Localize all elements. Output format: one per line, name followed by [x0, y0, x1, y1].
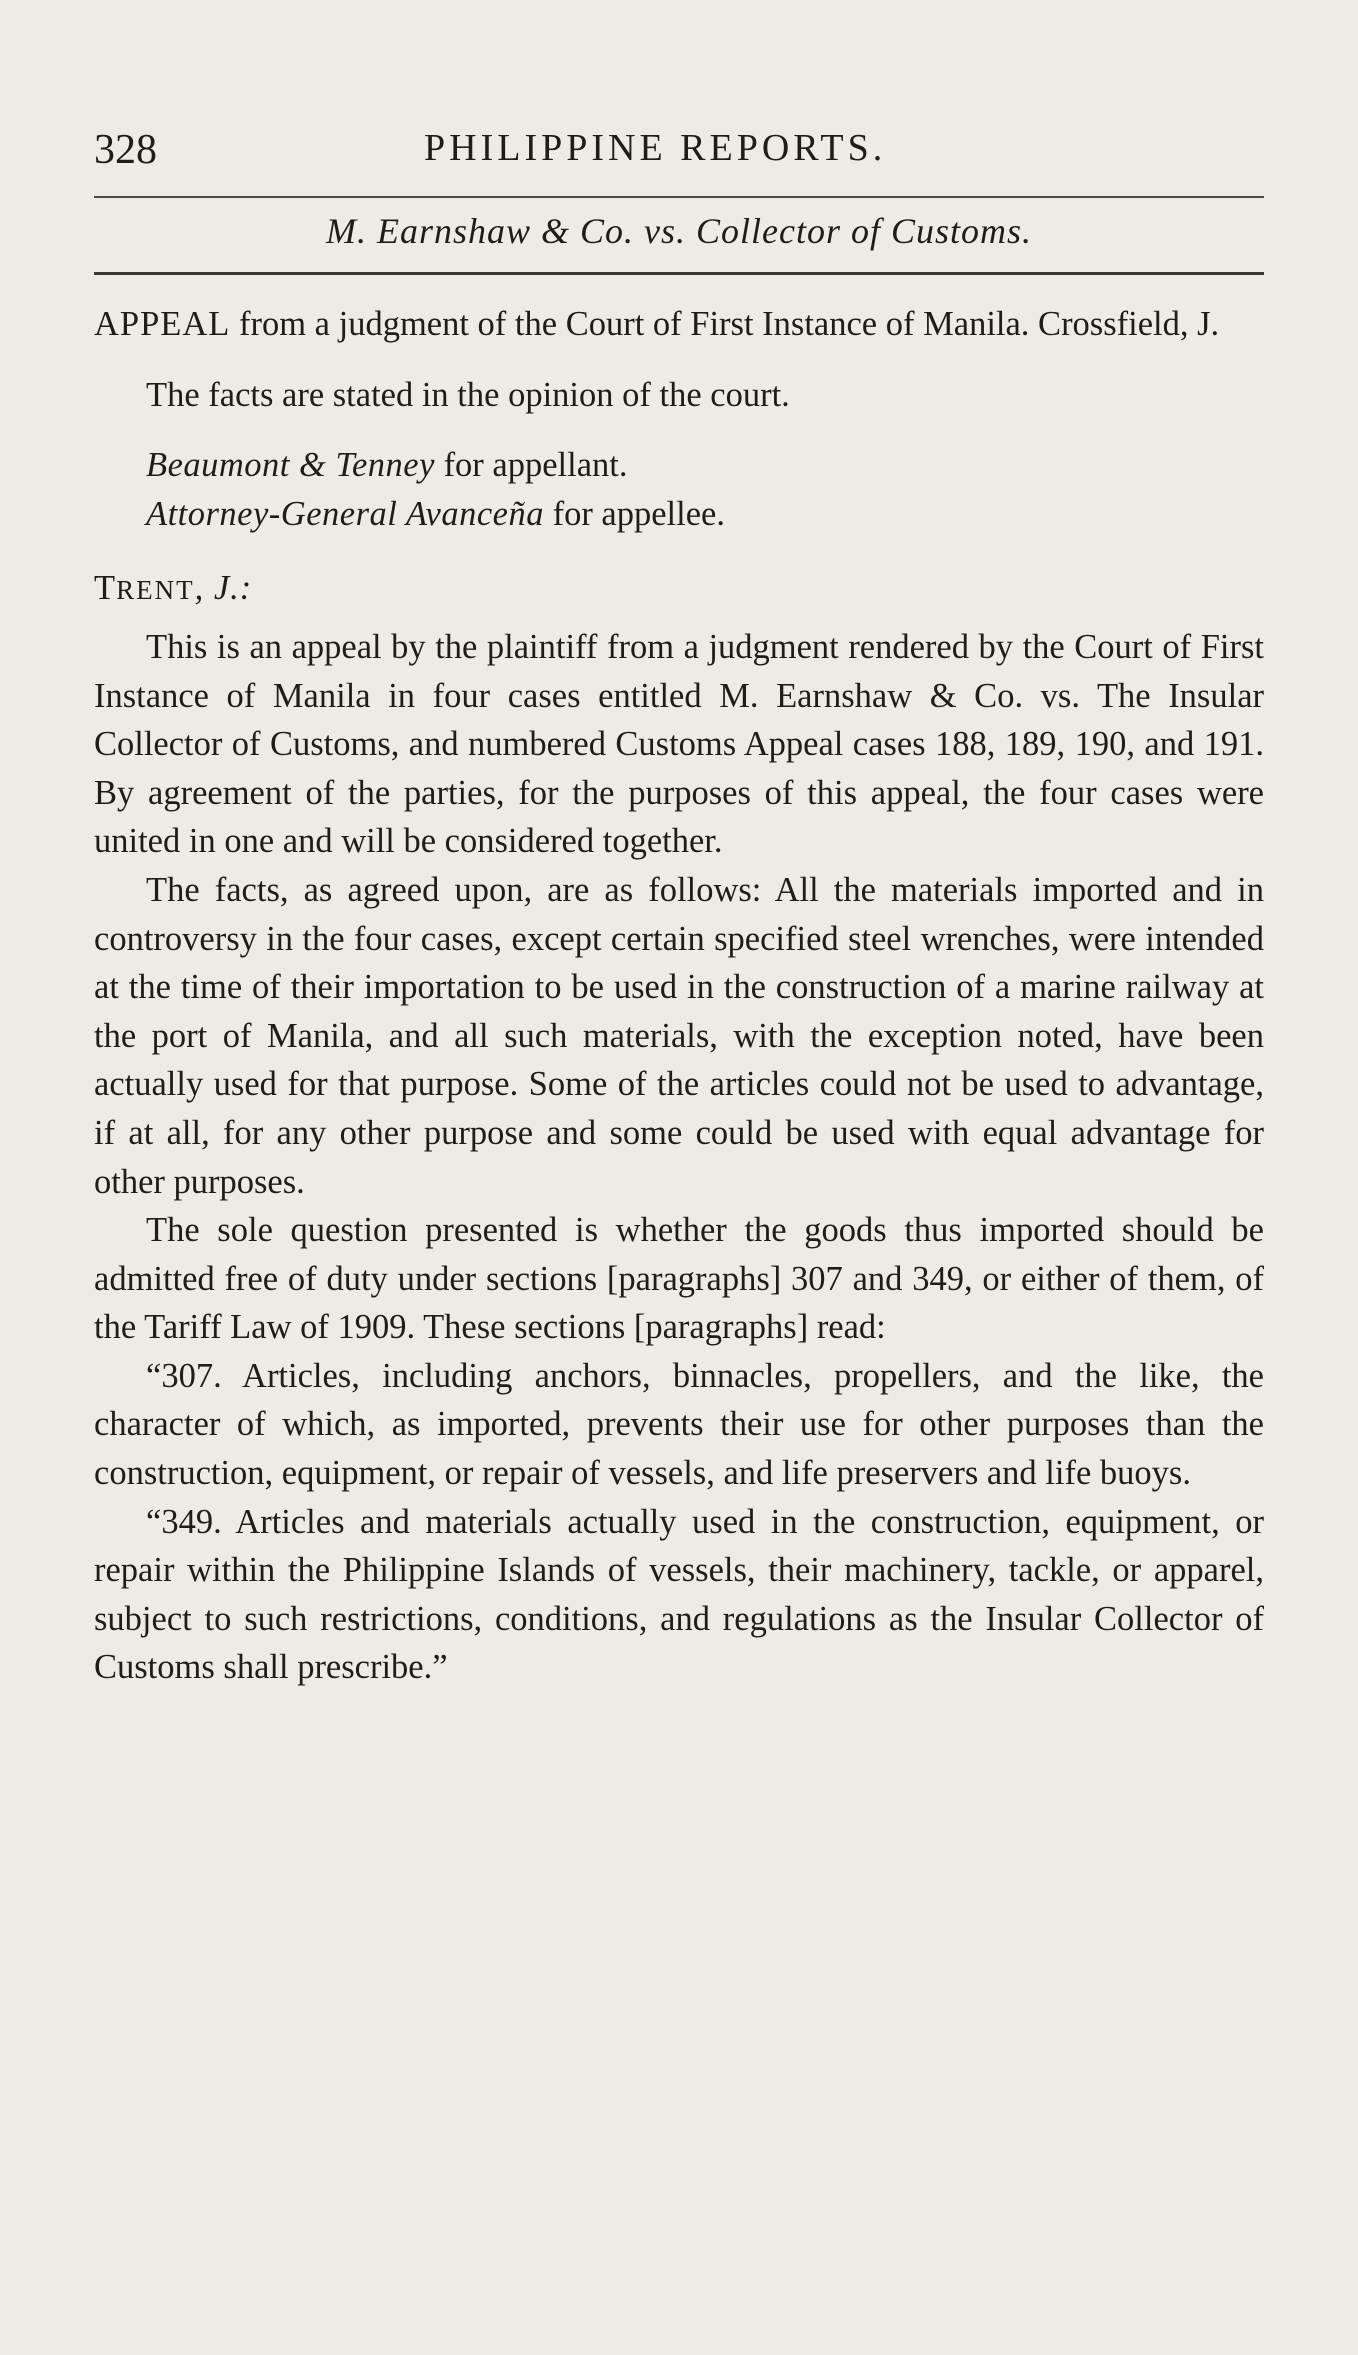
- case-title: M. Earnshaw & Co. vs. Collector of Customs.: [325, 211, 1033, 251]
- judge-heading: [94, 564, 1264, 615]
- quoted-section-307: “307. Articles, including anchors, binnacles, propellers, and the like, the character of which, as imported, prevents their use for other purposes than the construction, equipment, or repair of vessels, and life preservers and life buoys.: [94, 1356, 1264, 1493]
- running-head: [94, 126, 1264, 186]
- counsel-appellee: [94, 490, 1264, 539]
- opinion-paragraph-2: The facts, as agreed upon, are as follows: All the materials imported and in controversy in the four cases, except certain specified steel wrenches, were intended at the time of their importation to be used in the construction of a marine railway at the port of Manila, and all such materials, with the exception noted, have been actually used for that purpose. Some of the articles could not be used to advantage, if at all, for any other purpose and some could be used with equal advantage for other purposes.: [94, 870, 1264, 1201]
- journal-title: PHILIPPINE REPORTS.: [424, 127, 887, 169]
- page-number: 328: [94, 127, 157, 173]
- document-body: [94, 300, 1264, 1692]
- appeal-statement: [94, 300, 1264, 349]
- counsel-appellee-name: Attorney-General Avanceña: [146, 494, 544, 533]
- judge-suffix: , J.:: [194, 569, 253, 608]
- counsel-appellant-name: Beaumont & Tenney: [146, 446, 435, 485]
- counsel-appellant-role: for appellant.: [434, 446, 628, 485]
- counsel-appellant: [94, 441, 1264, 490]
- facts-note: The facts are stated in the opinion of the court.: [146, 375, 790, 414]
- opinion-paragraph-1: This is an appeal by the plaintiff from a judgment rendered by the Court of First Instance of Manila in four cases entitled M. Earnshaw & Co. vs. The Insular Collector of Customs, and numbered Customs Appeal cases 188, 189, 190, and 191. By agreement of the parties, for the purposes of this appeal, the four cases were united in one and will be considered together.: [94, 627, 1264, 861]
- appeal-text: from a judgment of the Court of First Instance of Manila. Crossfield, J.: [230, 305, 1220, 343]
- header-rule-top: [94, 196, 1264, 198]
- judge-first-letter: T: [94, 569, 117, 608]
- counsel-appellee-role: for appellee.: [543, 494, 725, 533]
- quoted-section-349: “349. Articles and materials actually used in the construction, equipment, or repair within the Philippine Islands of vessels, their machinery, tackle, or apparel, subject to such restrictions, conditions, and regulations as the Insular Collector of Customs shall prescribe.”: [94, 1502, 1264, 1687]
- header-rule-bottom: [94, 272, 1264, 275]
- opinion-paragraph-3: The sole question presented is whether the goods thus imported should be admitted free of duty under sections [paragraphs] 307 and 349, or either of them, of the Tariff Law of 1909. These sections [paragraphs] read:: [94, 1211, 1264, 1347]
- judge-name-smallcaps: RENT: [116, 575, 195, 606]
- appeal-prefix: APPEAL: [94, 305, 231, 343]
